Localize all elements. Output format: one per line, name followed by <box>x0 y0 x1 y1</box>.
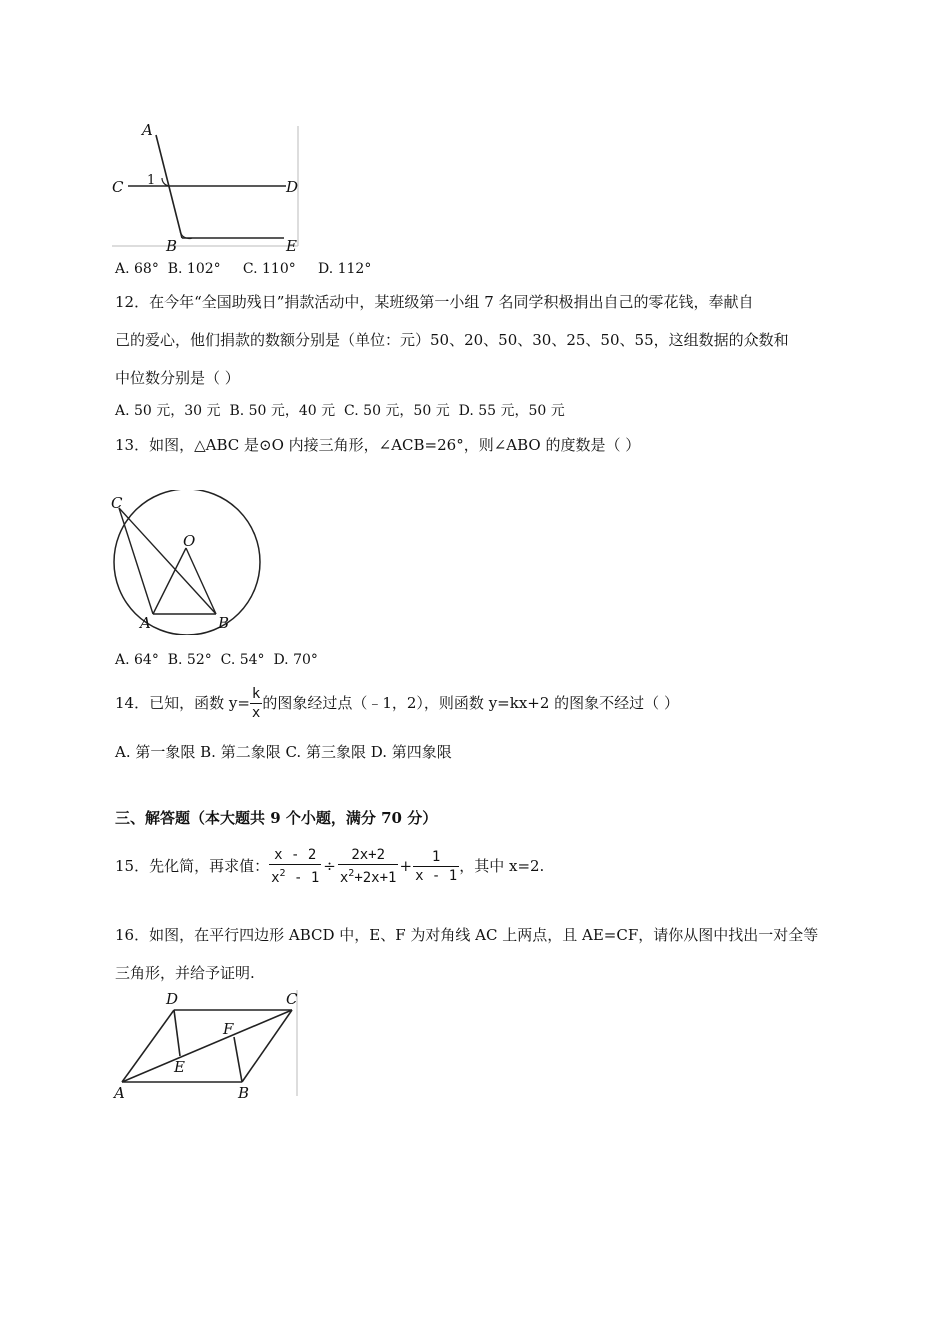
label-b: B <box>166 237 178 252</box>
q15-divide-sign: ÷ <box>323 857 336 875</box>
label-c: C <box>111 494 123 512</box>
q15-prefix: 15．先化简，再求值： <box>115 857 270 875</box>
q15-fraction-1 <box>269 846 321 887</box>
q15-f1-den-base: x <box>271 869 280 886</box>
label-b: B <box>218 614 230 632</box>
segment-bo <box>186 548 216 614</box>
q13-text: 13．如图，△ABC 是⊙O 内接三角形，∠ACB=26°，则∠ABO 的度数是（ ） <box>115 436 641 454</box>
q15-f1-den <box>269 865 321 887</box>
segment-bf <box>234 1037 242 1082</box>
label-a: A <box>140 614 151 632</box>
q16-line2: 三角形，并给予证明. <box>115 964 255 982</box>
segment-ao <box>153 548 186 614</box>
q15-f1-den-rest: - 1 <box>285 869 320 886</box>
section-heading: 三、解答题（本大题共 9 个小题，满分 70 分） <box>115 809 438 827</box>
q15-f3-num: 1 <box>413 848 459 867</box>
q15-f2-den-exp: 2 <box>348 867 355 879</box>
q14-line <box>115 683 679 723</box>
q11-options: A. 68° B. 102° C. 110° D. 112° <box>115 261 372 277</box>
q15-line <box>115 842 544 890</box>
q15-f1-num: x - 2 <box>269 846 321 865</box>
label-o: O <box>183 532 196 550</box>
label-f: F <box>223 1020 234 1038</box>
label-c: C <box>286 990 298 1008</box>
q14-suffix: 的图象经过点（﹣1，2），则函数 y=kx+2 的图象不经过（ ） <box>262 694 679 712</box>
label-e: E <box>286 237 297 252</box>
q14-frac-num: k <box>251 685 261 702</box>
label-c: C <box>112 178 124 196</box>
q14-options: A. 第一象限 B. 第二象限 C. 第三象限 D. 第四象限 <box>115 743 452 761</box>
q13-options: A. 64° B. 52° C. 54° D. 70° <box>115 652 318 668</box>
q15-fraction-2 <box>338 846 399 887</box>
q12-line2: 己的爱心，他们捐款的数额分别是（单位：元）50、20、50、30、25、50、55，这组数据的众数和 <box>115 331 789 349</box>
q12-options: A. 50 元，30 元 B. 50 元，40 元 C. 50 元，50 元 D. 55 元，50 元 <box>115 403 565 419</box>
label-d: D <box>166 990 179 1008</box>
q14-frac-den: x <box>251 704 261 721</box>
q15-plus-sign: + <box>399 857 413 875</box>
q14-fraction <box>250 685 262 722</box>
q15-f2-den <box>338 865 399 887</box>
segment-cb <box>119 508 216 614</box>
q16-line1: 16．如图，在平行四边形 ABCD 中，E、F 为对角线 AC 上两点，且 AE=CF，请你从图中找出一对全等 <box>115 926 819 944</box>
q15-suffix: ，其中 x=2. <box>459 857 545 875</box>
q12-line3: 中位数分别是（ ） <box>115 369 240 387</box>
segment-de <box>174 1010 180 1056</box>
q16-figure <box>110 986 305 1101</box>
q15-f1-den-exp: 2 <box>279 867 286 879</box>
q15-f3-den: x - 1 <box>415 867 458 884</box>
q14-prefix: 14．已知，函数 y= <box>115 694 250 712</box>
label-a: A <box>142 122 153 139</box>
q11-figure <box>108 122 308 252</box>
label-d: D <box>286 178 299 196</box>
label-1: 1 <box>147 173 156 188</box>
q15-fraction-3 <box>413 848 459 885</box>
q12-line1: 12．在今年“全国助残日”捐款活动中，某班级第一小组 7 名同学积极捐出自己的零花钱，奉献自 <box>115 293 754 311</box>
label-a: A <box>114 1084 125 1101</box>
q13-figure <box>108 490 268 635</box>
label-e: E <box>174 1058 185 1076</box>
q15-f2-num: 2x+2 <box>338 846 399 865</box>
label-b: B <box>238 1084 250 1101</box>
q15-f2-den-base: x <box>339 869 349 886</box>
q15-f2-den-rest: +2x+1 <box>354 869 397 886</box>
